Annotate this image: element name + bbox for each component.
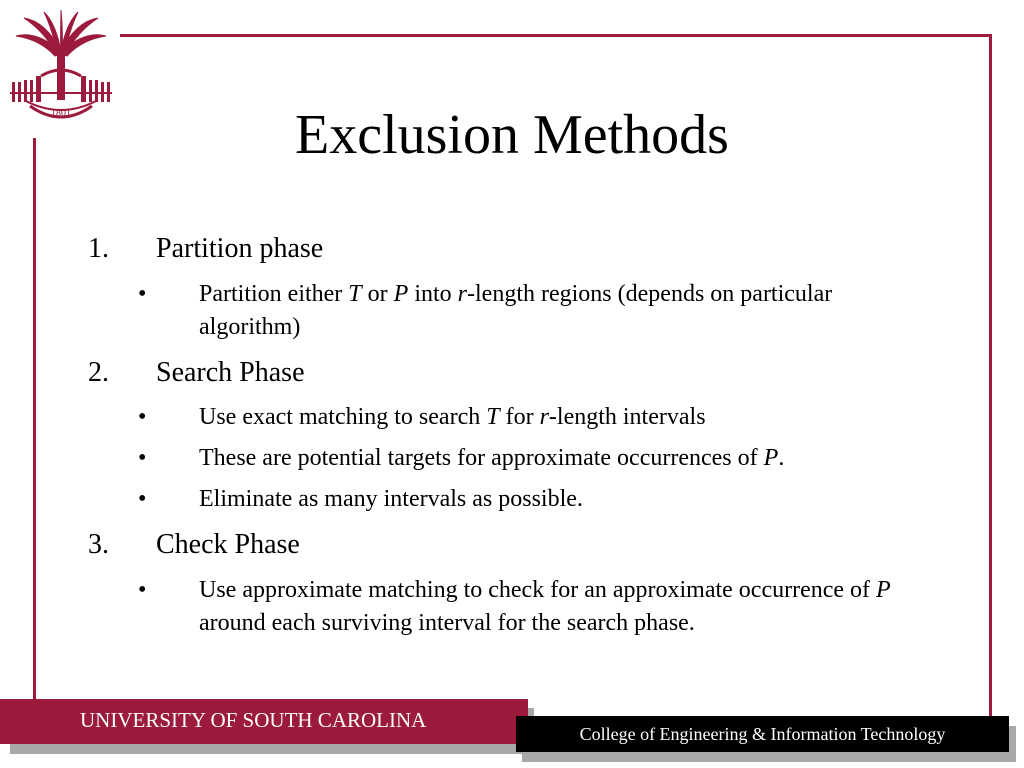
bullet-text: Partition either T or P into r-length regions (depends on particular algorithm): [199, 281, 833, 340]
bullet-glyph: •: [138, 404, 147, 430]
logo-year: 1801: [51, 108, 71, 119]
item-label: Search Phase: [156, 357, 305, 388]
item-label: Partition phase: [156, 233, 324, 264]
item-number: 1.: [88, 233, 109, 264]
slide-title: Exclusion Methods: [295, 104, 729, 166]
item-number: 3.: [88, 529, 109, 560]
bullet-text: Eliminate as many intervals as possible.: [199, 486, 583, 512]
bullet-glyph: •: [138, 445, 147, 471]
bullet-text: These are potential targets for approximate occurrences of P.: [199, 445, 785, 471]
item-number: 2.: [88, 357, 109, 388]
bullet-text: Use approximate matching to check for an approximate occurrence of P around each surviving interval for the search phase.: [199, 577, 891, 636]
item-label: Check Phase: [156, 529, 300, 560]
college-footer-bar: College of Engineering & Information Technology: [516, 716, 1009, 752]
bullet-glyph: •: [138, 486, 147, 512]
university-footer-bar: UNIVERSITY OF SOUTH CAROLINA: [0, 699, 528, 744]
bullet-text: Use exact matching to search T for r-length intervals: [199, 404, 706, 430]
bullet-glyph: •: [138, 577, 147, 603]
bullet-glyph: •: [138, 281, 147, 307]
